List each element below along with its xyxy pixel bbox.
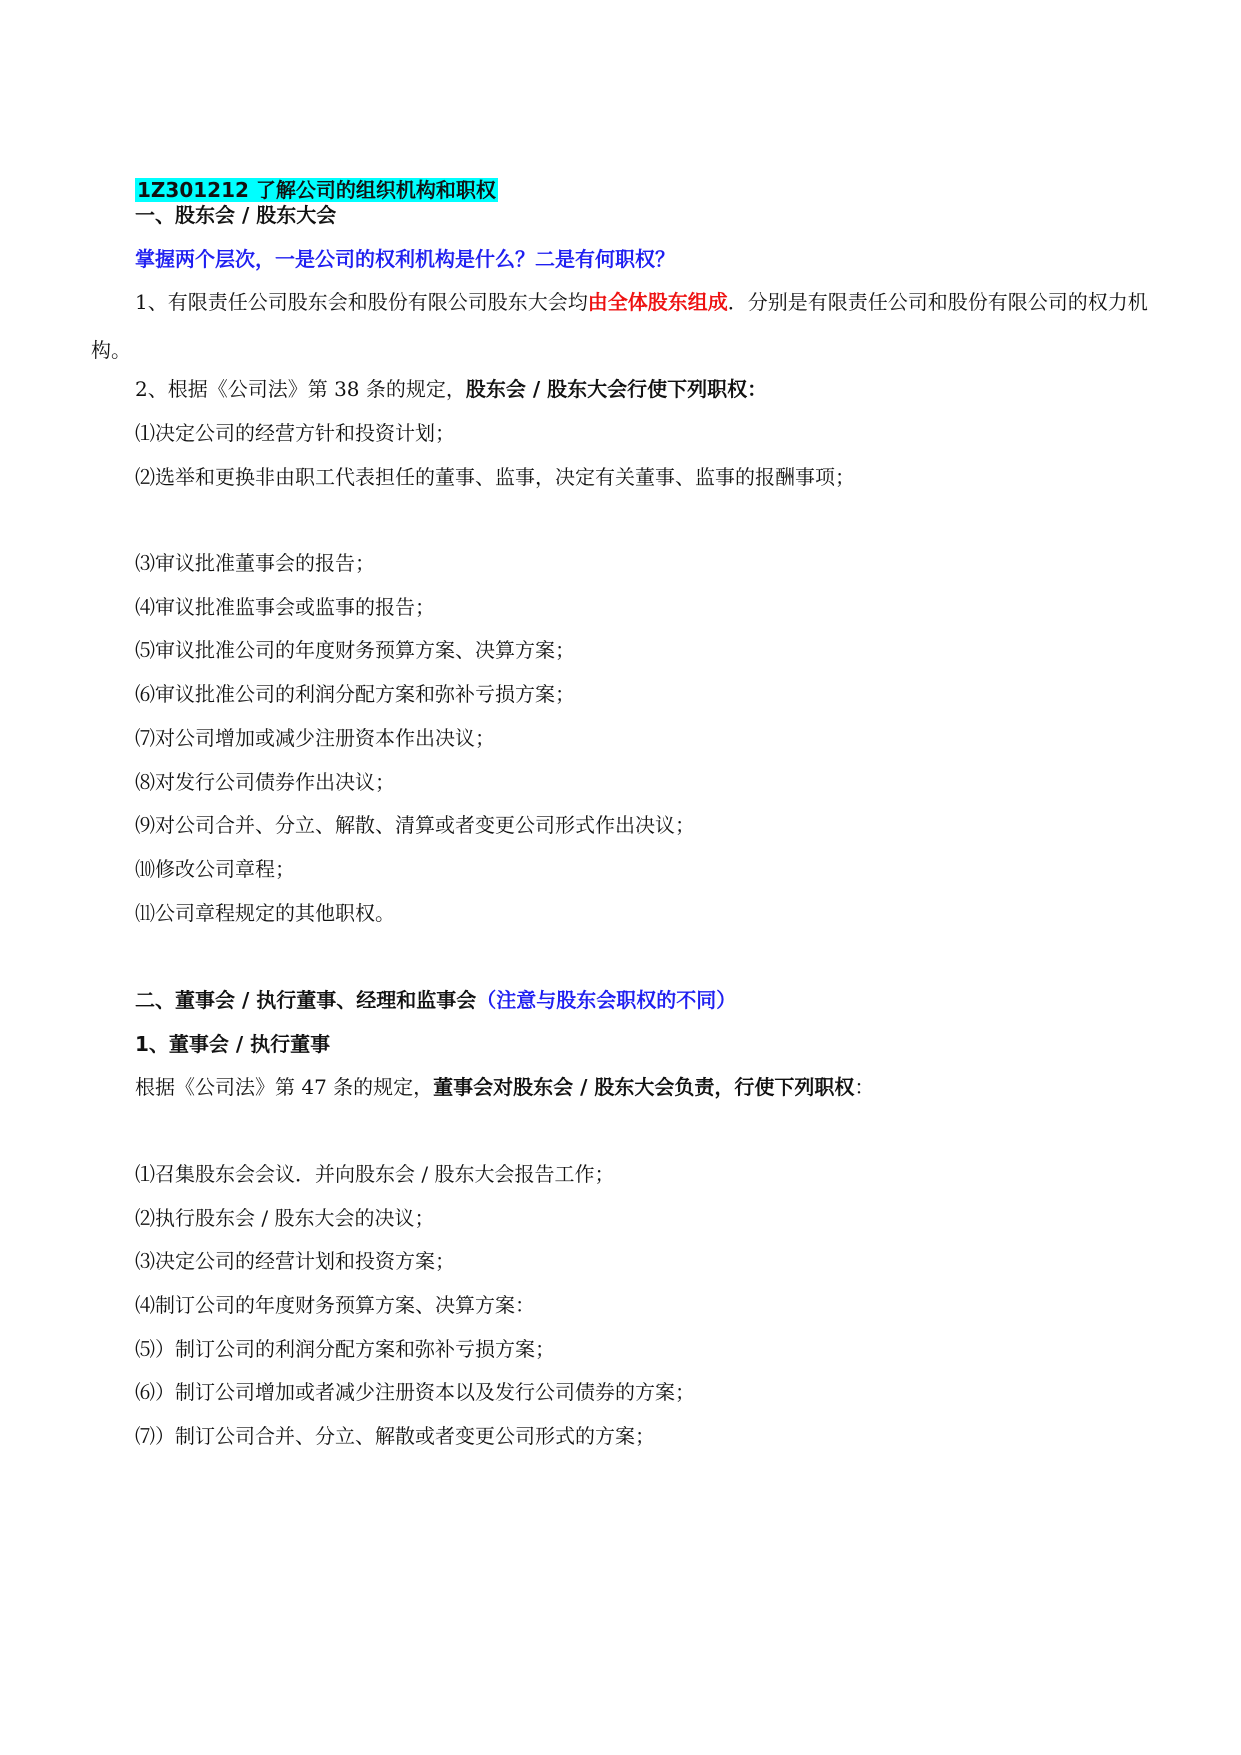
- section2-item-2: ⑵执行股东会 / 股东大会的决议；: [135, 1206, 435, 1230]
- section2-heading-note: （注意与股东会职权的不同）: [476, 988, 737, 1012]
- section1-para2: [135, 376, 767, 402]
- section2-item-6: ⑹）制订公司增加或者减少注册资本以及发行公司债券的方案；: [135, 1380, 695, 1404]
- section1-item-4: ⑷审议批准监事会或监事的报告；: [135, 595, 435, 619]
- section1-item-3: ⑶审议批准董事会的报告；: [135, 551, 375, 575]
- section1-item-6: ⑹审议批准公司的利润分配方案和弥补亏损方案；: [135, 682, 575, 706]
- section1-item-7: ⑺对公司增加或减少注册资本作出决议；: [135, 726, 495, 750]
- para2-bold: 股东会 / 股东大会行使下列职权：: [465, 377, 768, 401]
- para2-text-pre: 2、根据《公司法》第 38 条的规定，: [135, 377, 466, 401]
- section2-item-5: ⑸）制订公司的利润分配方案和弥补亏损方案；: [135, 1337, 555, 1361]
- section2-para-bold: 董事会对股东会 / 股东大会负责，行使下列职权: [433, 1075, 855, 1099]
- section2-para-post: ：: [854, 1075, 875, 1099]
- section1-para1: [91, 278, 1151, 374]
- section2-para: [135, 1074, 874, 1100]
- para1-red-emphasis: 由全体股东组成: [587, 290, 728, 314]
- section2-para-pre: 根据《公司法》第 47 条的规定，: [135, 1075, 434, 1099]
- section1-note: 掌握两个层次，一是公司的权利机构是什么？二是有何职权？: [135, 247, 675, 271]
- section2-heading-text: 二、董事会 / 执行董事、经理和监事会: [135, 988, 477, 1012]
- section2-sub1: 1、董事会 / 执行董事: [135, 1032, 331, 1056]
- para1-text-pre: 1、有限责任公司股东会和股份有限公司股东大会均: [135, 290, 588, 314]
- section1-item-8: ⑻对发行公司债券作出决议；: [135, 770, 395, 794]
- document-title: [135, 177, 498, 203]
- section1-item-9: ⑼对公司合并、分立、解散、清算或者变更公司形式作出决议；: [135, 813, 695, 837]
- para1-text-post: ．分别是有限责任公司和股份有限公司的权力机构。: [91, 290, 1148, 362]
- section2-item-7: ⑺）制订公司合并、分立、解散或者变更公司形式的方案；: [135, 1424, 655, 1448]
- section1-item-11: ⑾公司章程规定的其他职权。: [135, 901, 395, 925]
- section2-item-1: ⑴召集股东会会议．并向股东会 / 股东大会报告工作；: [135, 1162, 615, 1186]
- section2-heading: [135, 987, 736, 1013]
- title-highlight: 1Z301212 了解公司的组织机构和职权: [137, 178, 496, 202]
- section1-heading: 一、股东会 / 股东大会: [135, 203, 337, 227]
- section1-item-1: ⑴决定公司的经营方针和投资计划；: [135, 421, 455, 445]
- section2-item-4: ⑷制订公司的年度财务预算方案、决算方案：: [135, 1293, 535, 1317]
- section2-item-3: ⑶决定公司的经营计划和投资方案；: [135, 1249, 455, 1273]
- section1-item-10: ⑽修改公司章程；: [135, 857, 295, 881]
- section1-item-5: ⑸审议批准公司的年度财务预算方案、决算方案；: [135, 638, 575, 662]
- section1-item-2: ⑵选举和更换非由职工代表担任的董事、监事，决定有关董事、监事的报酬事项；: [135, 465, 855, 489]
